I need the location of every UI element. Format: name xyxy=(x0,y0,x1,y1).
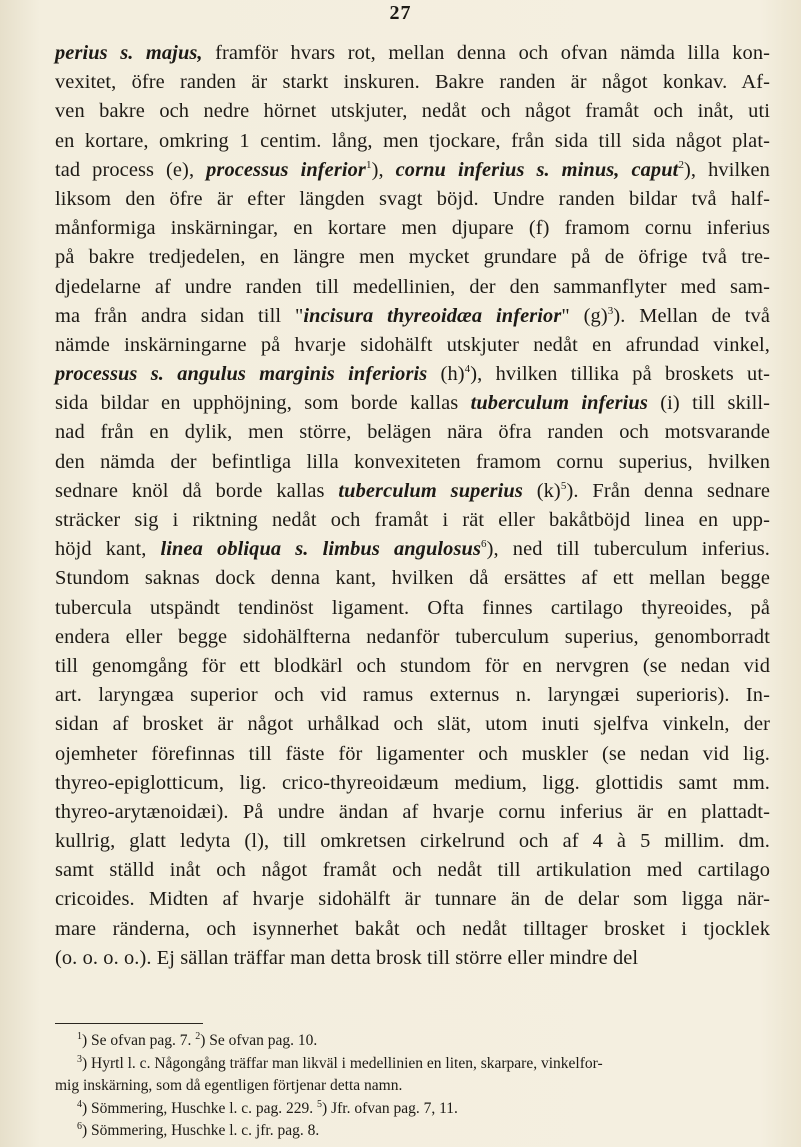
text-line xyxy=(55,389,770,418)
footnote-ref: 3 xyxy=(77,1053,82,1065)
text-line xyxy=(55,915,770,944)
footnote-ref: 4 xyxy=(464,363,471,376)
text-run: på bakre tredjedelen, en längre men mycket grundare på de öfrige två tre- xyxy=(55,246,770,269)
latin-term: perius s. majus, xyxy=(55,42,203,64)
text-run: (i) till skill- xyxy=(647,392,770,415)
text-run: sidan af brosket är något urhålkad och slät, utom inuti sjelfva vinkeln, der xyxy=(55,713,770,736)
footnote-line xyxy=(55,1098,770,1121)
footnote-ref: 6 xyxy=(77,1120,82,1132)
text-run: art. laryngæa superior och vid ramus externus n. laryngæi superioris). In- xyxy=(55,684,770,707)
footnote-line xyxy=(55,1030,770,1053)
latin-term: incisura thyreoidæa inferior xyxy=(303,304,562,327)
text-run: cricoides. Midten af hvarje sidohälft är tunnare än de delar som ligga när- xyxy=(55,888,770,911)
footnote-ref: 5 xyxy=(560,480,567,493)
text-run: liksom den öfre är efter längden svagt böjd. Undre randen bildar två half- xyxy=(55,187,770,210)
text-run: (h) xyxy=(427,363,465,386)
footnote-ref: 5 xyxy=(317,1098,323,1110)
footnote-ref: 4 xyxy=(77,1098,82,1110)
footnote-ref: 3 xyxy=(607,304,614,317)
latin-term: processus inferior xyxy=(206,158,366,181)
text-run: månformiga inskärningar, en kortare men djupare (f) framom cornu inferius xyxy=(55,217,770,240)
text-line xyxy=(55,506,770,535)
footnotes xyxy=(55,1030,770,1143)
latin-term: processus s. angulus marginis inferioris xyxy=(55,363,428,386)
footnote-line xyxy=(55,1075,770,1098)
text-run: tubercula utspändt tendinöst ligament. Ofta finnes cartilago thyreoides, på xyxy=(55,596,770,619)
text-run: den nämda der befintliga lilla konvexiteten framom cornu superius, hvilken xyxy=(55,450,770,473)
footnote-separator xyxy=(55,1023,203,1024)
text-run: ojemheter förefinnas till fäste för ligamenter och muskler (se nedan vid lig. xyxy=(55,742,770,765)
footnote-ref: 2 xyxy=(195,1030,201,1042)
text-run: djedelarne af undre randen till medellinien, der den sammanflyter med sam- xyxy=(55,275,770,298)
text-run: tad process (e), xyxy=(55,158,207,181)
text-run: " (g) xyxy=(561,304,608,327)
body-text xyxy=(55,39,770,973)
text-line xyxy=(55,302,770,331)
text-line xyxy=(55,827,770,856)
text-run: till genomgång för ett blodkärl och stundom för en nervgren (se nedan vid xyxy=(55,654,770,677)
text-line xyxy=(55,564,770,593)
text-run: nämde inskärningarne på hvarje sidohälft utskjuter nedåt en afrundad vinkel, xyxy=(55,333,770,356)
text-line xyxy=(55,360,770,389)
text-line xyxy=(55,331,770,360)
text-line xyxy=(55,594,770,623)
text-run: sednare knöl då borde kallas xyxy=(55,479,339,502)
text-run: ) Se ofvan pag. 10. xyxy=(200,1032,318,1049)
text-run: ). Från denna sednare xyxy=(566,479,770,502)
text-run: nad från en dylik, men större, belägen nära öfra randen och motsvarande xyxy=(55,421,770,444)
text-run: kullrig, glatt ledyta (l), till omkretsen cirkelrund och af 4 à 5 millim. dm. xyxy=(55,830,770,853)
text-line xyxy=(55,243,770,272)
text-line xyxy=(55,273,770,302)
text-run: en kortare, omkring 1 centim. lång, men tjockare, från sida till sida något plat- xyxy=(55,129,770,152)
text-run: (o. o. o. o.). Ej sällan träffar man detta brosk till större eller mindre del xyxy=(55,946,639,969)
latin-term: linea obliqua s. limbus angulosus xyxy=(160,538,481,561)
text-line xyxy=(55,681,770,710)
text-run: ven bakre och nedre hörnet utskjuter, nedåt och något framåt och inåt, uti xyxy=(55,100,770,123)
text-line xyxy=(55,652,770,681)
text-line xyxy=(55,448,770,477)
text-run: höjd kant, xyxy=(55,538,161,561)
text-run: framför hvars rot, mellan denna och ofvan nämda lilla kon- xyxy=(202,42,771,64)
text-line xyxy=(55,740,770,769)
latin-term: tuberculum superius xyxy=(338,479,523,502)
text-line xyxy=(55,68,770,97)
text-line xyxy=(55,769,770,798)
text-run: sträcker sig i riktning nedåt och framåt i rät eller bakåtböjd linea en upp- xyxy=(55,509,770,531)
text-line xyxy=(55,798,770,827)
text-run: ), ned till tuberculum inferius. xyxy=(486,538,770,561)
text-run: ma från andra sidan till " xyxy=(55,304,304,327)
text-line xyxy=(55,944,770,973)
text-run: ) Sömmering, Huschke l. c. pag. 229. xyxy=(82,1099,318,1117)
text-line xyxy=(55,885,770,914)
text-run: ) Se ofvan pag. 7. xyxy=(82,1032,196,1049)
text-line xyxy=(55,97,770,126)
page-number: 27 xyxy=(389,2,412,24)
text-run: endera eller begge sidohälfterna nedanför tuberculum superius, genomborradt xyxy=(55,625,770,648)
footnote-ref: 2 xyxy=(678,158,685,171)
text-line xyxy=(55,39,770,68)
latin-term: tuberculum inferius xyxy=(470,392,648,415)
footnote-ref: 1 xyxy=(77,1030,82,1042)
text-line xyxy=(55,185,770,214)
text-run: samt ställd inåt och något framåt och nedåt till artikulation med cartilago xyxy=(55,859,770,882)
text-run: ) Jfr. ofvan pag. 7, 11. xyxy=(322,1099,458,1117)
text-line xyxy=(55,710,770,739)
footnote-line xyxy=(55,1053,770,1076)
text-line xyxy=(55,214,770,243)
text-run: (k) xyxy=(522,479,561,502)
text-run: ), hvilken xyxy=(684,158,770,181)
latin-term: cornu inferius s. minus, caput xyxy=(395,158,679,181)
text-run: ), hvilken tillika på broskets ut- xyxy=(470,363,770,386)
text-line xyxy=(55,127,770,156)
text-line xyxy=(55,156,770,185)
footnote-ref: 6 xyxy=(480,538,487,551)
footnote-ref: 1 xyxy=(365,158,372,171)
text-run: sida bildar en upphöjning, som borde kallas xyxy=(55,392,471,415)
text-line xyxy=(55,623,770,652)
footnote-line xyxy=(55,1120,770,1143)
text-run: vexitet, öfre randen är starkt inskuren. Bakre randen är något konkav. Af- xyxy=(55,71,770,94)
text-line xyxy=(55,477,770,506)
text-run: ) Hyrtl l. c. Någongång träffar man likväl i medellinien en liten, skarpare, vinkelfor- xyxy=(82,1054,603,1072)
text-run: thyreo-epiglotticum, lig. crico-thyreoidæum medium, ligg. glottidis samt mm. xyxy=(55,771,770,794)
text-line xyxy=(55,535,770,564)
text-run: ), xyxy=(371,158,396,181)
text-run: ). Mellan de två xyxy=(613,304,770,327)
text-run: ) Sömmering, Huschke l. c. jfr. pag. 8. xyxy=(82,1122,320,1139)
text-line xyxy=(55,418,770,447)
text-run: Stundom saknas dock denna kant, hvilken då ersättes af ett mellan begge xyxy=(55,567,770,590)
text-run: thyreo-arytænoidæi). På undre ändan af hvarje cornu inferius är en plattadt- xyxy=(55,800,770,823)
text-run: mig inskärning, som då egentligen förtjenar detta namn. xyxy=(55,1077,403,1094)
text-run: mare ränderna, och isynnerhet bakåt och nedåt tilltager brosket i tjocklek xyxy=(55,917,770,940)
text-line xyxy=(55,856,770,885)
